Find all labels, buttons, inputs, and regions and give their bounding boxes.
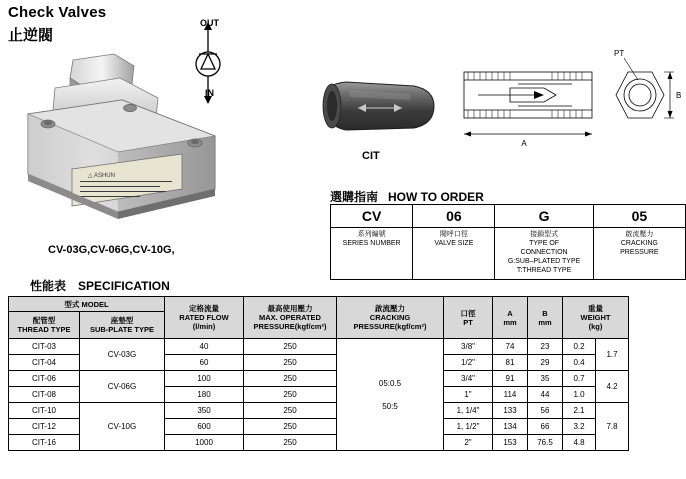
spec-header-row-1 <box>9 297 629 312</box>
cell-thread-type: CIT-10 <box>9 403 80 419</box>
valve-photo-caption: CV-03G,CV-06G,CV-10G, <box>48 244 175 256</box>
spec-header-a: A mm <box>493 297 528 339</box>
cit-photo-caption: CIT <box>362 150 380 162</box>
cell-a: 133 <box>493 403 528 419</box>
cit-valve-photo <box>310 70 445 145</box>
cell-weight-thread: 1.0 <box>563 387 596 403</box>
cell-max-pressure: 250 <box>244 435 337 451</box>
table-row <box>9 371 629 387</box>
cell-weight-thread: 3.2 <box>563 419 596 435</box>
cell-rated-flow: 100 <box>165 371 244 387</box>
cell-a: 74 <box>493 339 528 355</box>
spec-header-rated-flow: 定格流量 RATED FLOW (l/min) <box>165 297 244 339</box>
cell-b: 66 <box>528 419 563 435</box>
cell-weight-subplate: 4.2 <box>596 371 629 403</box>
table-row <box>9 403 629 419</box>
cell-weight-thread: 4.8 <box>563 435 596 451</box>
svg-text:B: B <box>676 91 682 100</box>
cell-max-pressure: 250 <box>244 371 337 387</box>
cell-rated-flow: 1000 <box>165 435 244 451</box>
symbol-out-label: OUT <box>200 18 219 28</box>
cell-a: 114 <box>493 387 528 403</box>
spec-header-thread-type: 配管型 THREAD TYPE <box>9 312 80 339</box>
spec-header-max-pressure: 最高使用壓力 MAX. OPERATED PRESSURE(kgf/cm²) <box>244 297 337 339</box>
cell-thread-type: CIT-06 <box>9 371 80 387</box>
hydraulic-symbol-diagram <box>190 14 250 104</box>
specification-table <box>8 296 629 451</box>
cell-a: 91 <box>493 371 528 387</box>
cell-pt: 3/8" <box>444 339 493 355</box>
order-desc-series: 系列編號 SERIES NUMBER <box>331 228 413 280</box>
order-desc-valve-size: 閥呼口徑 VALVE SIZE <box>413 228 495 280</box>
specification-heading <box>30 277 170 294</box>
cell-b: 29 <box>528 355 563 371</box>
cell-max-pressure: 250 <box>244 387 337 403</box>
how-to-order-heading <box>330 188 484 205</box>
cell-b: 23 <box>528 339 563 355</box>
cell-max-pressure: 250 <box>244 339 337 355</box>
cell-thread-type: CIT-12 <box>9 419 80 435</box>
specification-heading-en: SPECIFICATION <box>78 279 170 293</box>
cell-rated-flow: 40 <box>165 339 244 355</box>
spec-header-cracking-pressure: 啟流壓力 CRACKING PRESSURE(kgf/cm²) <box>337 297 444 339</box>
how-to-order-heading-en: HOW TO ORDER <box>388 190 484 204</box>
specification-heading-cn: 性能表 <box>30 279 67 293</box>
cell-pt: 3/4" <box>444 371 493 387</box>
cell-max-pressure: 250 <box>244 355 337 371</box>
cell-rated-flow: 350 <box>165 403 244 419</box>
cell-pt: 1, 1/2" <box>444 419 493 435</box>
cell-a: 153 <box>493 435 528 451</box>
order-code-connection: G <box>495 205 593 228</box>
spec-header-model-group: 型式 MODEL <box>9 297 165 312</box>
cell-weight-thread: 0.7 <box>563 371 596 387</box>
cell-thread-type: CIT-04 <box>9 355 80 371</box>
order-desc-cracking: 啟流壓力 CRACKING PRESSURE <box>593 228 685 280</box>
cell-weight-subplate: 7.8 <box>596 403 629 451</box>
spec-header-sub-plate-type: 座墊型 SUB-PLATE TYPE <box>80 312 165 339</box>
cell-max-pressure: 250 <box>244 403 337 419</box>
cell-a: 134 <box>493 419 528 435</box>
cell-b: 44 <box>528 387 563 403</box>
cell-weight-thread: 0.4 <box>563 355 596 371</box>
cell-thread-type: CIT-16 <box>9 435 80 451</box>
cell-max-pressure: 250 <box>244 419 337 435</box>
svg-text:A: A <box>521 139 527 148</box>
order-code-size: 06 <box>413 205 495 228</box>
cell-weight-subplate: 1.7 <box>596 339 629 371</box>
order-code-pressure: 05 <box>593 205 685 228</box>
cell-b: 35 <box>528 371 563 387</box>
spec-header-pt: 口徑 PT <box>444 297 493 339</box>
cell-sub-plate-type: CV-10G <box>80 403 165 451</box>
cell-pt: 1" <box>444 387 493 403</box>
cell-b: 76.5 <box>528 435 563 451</box>
page-title-chinese: 止逆閥 <box>8 27 54 44</box>
cell-pt: 1/2" <box>444 355 493 371</box>
cell-rated-flow: 600 <box>165 419 244 435</box>
cell-weight-thread: 2.1 <box>563 403 596 419</box>
cell-weight-thread: 0.2 <box>563 339 596 355</box>
svg-text:△ ASHUN: △ ASHUN <box>88 173 115 179</box>
cell-rated-flow: 60 <box>165 355 244 371</box>
cell-thread-type: CIT-03 <box>9 339 80 355</box>
cit-technical-drawing <box>452 44 682 154</box>
symbol-in-label: IN <box>205 88 214 98</box>
page-title-english: Check Valves <box>8 4 107 21</box>
cell-cracking-pressure: 05:0.5 50:5 <box>337 339 444 451</box>
spec-header-weight: 重量 WEIGHT (kg) <box>563 297 629 339</box>
cell-pt: 1, 1/4" <box>444 403 493 419</box>
table-row <box>9 339 629 355</box>
cell-sub-plate-type: CV-06G <box>80 371 165 403</box>
cell-a: 81 <box>493 355 528 371</box>
cell-pt: 2" <box>444 435 493 451</box>
cell-b: 56 <box>528 403 563 419</box>
order-code-row <box>331 205 686 228</box>
pt-label: PT <box>614 49 625 58</box>
how-to-order-table <box>330 204 686 280</box>
cell-rated-flow: 180 <box>165 387 244 403</box>
cell-thread-type: CIT-08 <box>9 387 80 403</box>
cell-sub-plate-type: CV-03G <box>80 339 165 371</box>
order-desc-connection: 接鎖型式 TYPE OF CONNECTION G:SUB–PLATED TYPE T:THREAD TYPE <box>495 228 593 280</box>
spec-header-b: B mm <box>528 297 563 339</box>
order-code-cv: CV <box>331 205 413 228</box>
order-description-row <box>331 228 686 280</box>
how-to-order-heading-cn: 選購指南 <box>330 190 379 204</box>
